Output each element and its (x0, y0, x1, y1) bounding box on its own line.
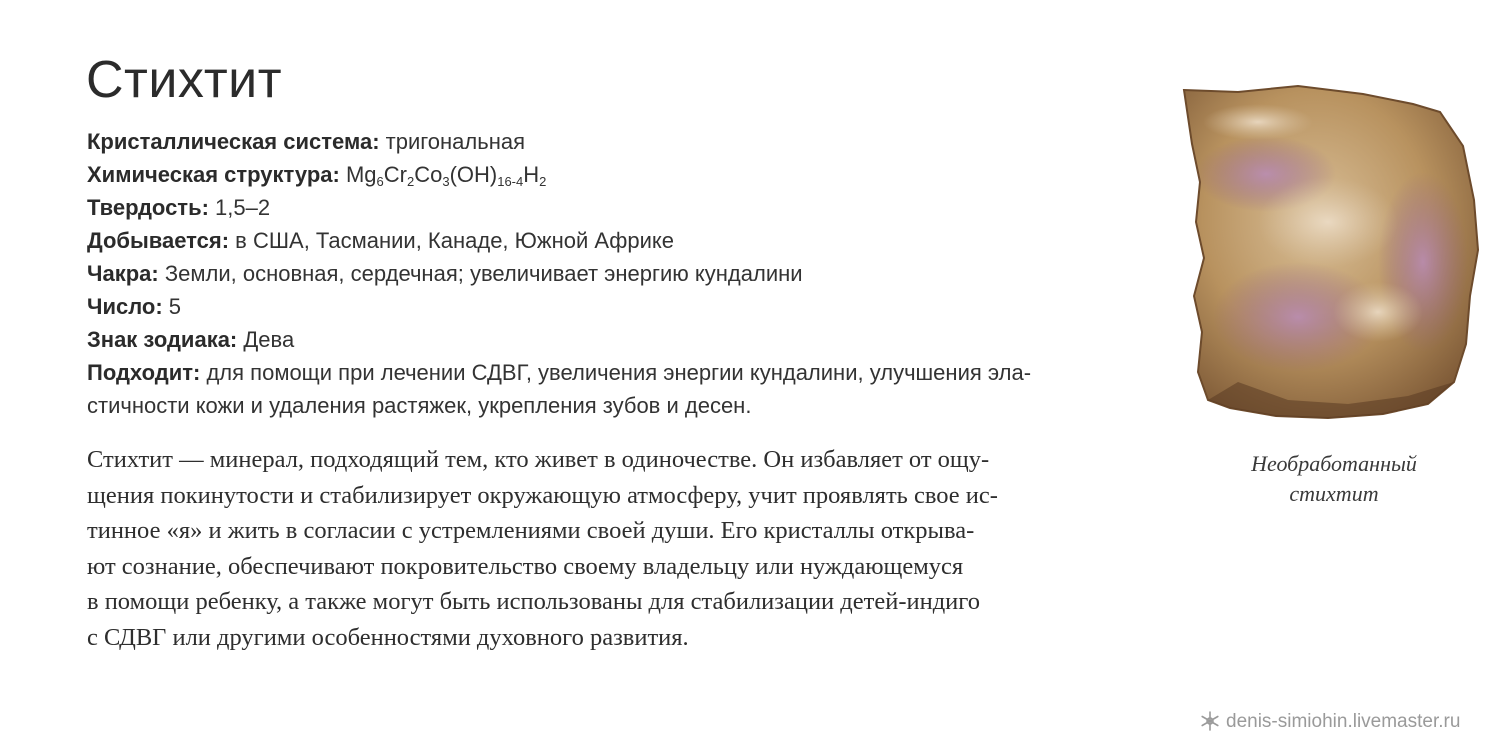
property-suitable-for (87, 356, 1147, 389)
page-title: Стихтит (86, 51, 283, 109)
light-facet (1258, 177, 1398, 267)
property-value: Дева (237, 327, 295, 352)
photo-caption (1205, 449, 1463, 509)
property-label: Подходит: (87, 360, 201, 385)
property-value: тригональная (379, 129, 526, 154)
formula-part: Mg (345, 162, 377, 187)
paragraph-line: с СДВГ или другими особенностями духовного развития. (87, 623, 689, 651)
formula-subscript: 3 (442, 174, 450, 189)
paragraph-line: ют сознание, обеспечивают покровительство своему владельцу или нуждающемуся (87, 552, 964, 580)
property-crystal-system (87, 125, 1147, 158)
property-label: Химическая структура: (87, 162, 340, 187)
property-label: Знак зодиака: (87, 327, 238, 352)
paragraph-line: Стихтит — минерал, подходящий тем, кто живет в одиночестве. Он избавляет от ощу- (87, 446, 990, 473)
watermark (1200, 710, 1460, 734)
property-label: Число: (87, 294, 163, 319)
property-label: Добывается: (87, 228, 230, 253)
watermark-text: denis-simiohin.livemaster.ru (1226, 711, 1461, 732)
snowflake-icon (1200, 711, 1220, 731)
formula-part: H (523, 162, 540, 187)
light-facet (1333, 282, 1423, 342)
formula-subscript: 16-4 (497, 174, 524, 189)
properties-list (87, 125, 1147, 422)
chemical-formula (340, 162, 547, 187)
property-label: Кристаллическая система: (87, 129, 380, 154)
property-suitable-for-continued: стичности кожи и удаления растяжек, укрепления зубов и десен. (87, 393, 752, 418)
light-facet (1203, 104, 1313, 140)
formula-part: Cr (383, 162, 407, 187)
formula-subscript: 2 (406, 174, 415, 189)
property-value: в США, Тасмании, Канаде, Южной Африке (229, 228, 675, 253)
property-label: Твердость: (87, 195, 209, 220)
formula-subscript: 6 (376, 174, 384, 189)
property-hardness (87, 191, 1147, 224)
paragraph-line: щения покинутости и стабилизирует окружающую атмосферу, учит проявлять свое ис- (87, 481, 998, 509)
description-paragraph (87, 442, 1137, 655)
formula-part: (OH) (449, 162, 498, 187)
property-label: Чакра: (87, 261, 159, 286)
paragraph-line: в помощи ребенку, а также могут быть использованы для стабилизации детей-индиго (87, 588, 980, 615)
caption-line: Необработанный (1251, 451, 1417, 476)
property-value: для помощи при лечении СДВГ, увеличения энергии кундалини, улучшения эла- (200, 360, 1032, 385)
property-value: 5 (162, 294, 182, 319)
property-number (87, 290, 1147, 323)
formula-subscript: 2 (539, 174, 547, 189)
property-value: 1,5–2 (208, 195, 271, 220)
formula-part: Co (414, 162, 443, 187)
property-zodiac (87, 323, 1147, 356)
property-chakra (87, 257, 1147, 290)
caption-line: стихтит (1289, 481, 1379, 506)
paragraph-line: тинное «я» и жить в согласии с устремлениями своей души. Его кристаллы открыва- (87, 517, 975, 544)
raw-stichtite-photo (1178, 82, 1486, 422)
property-value: Земли, основная, сердечная; увеличивает энергию кундалини (158, 261, 803, 286)
property-mined-in (87, 224, 1147, 257)
property-chemical-structure (87, 158, 1147, 191)
